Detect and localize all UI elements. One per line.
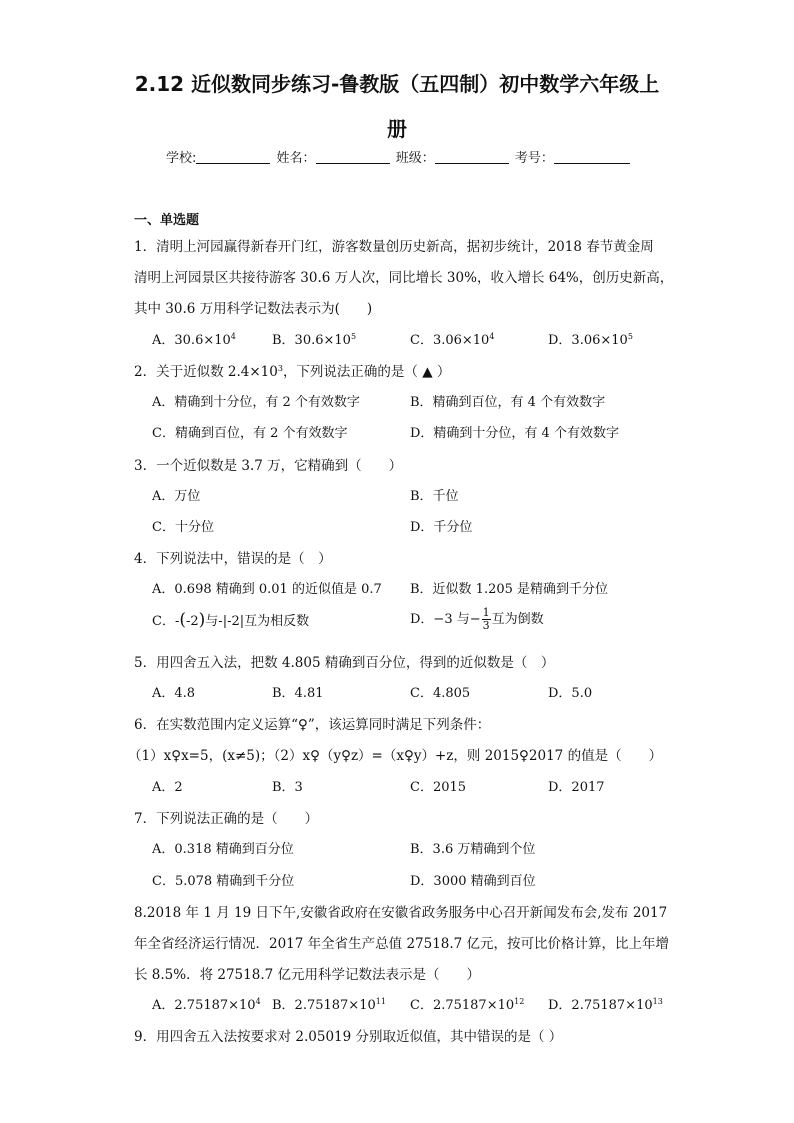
exam-number-label: 考号： bbox=[514, 151, 554, 166]
q3-option-a[interactable]: A．万位 bbox=[152, 489, 201, 504]
student-info-line bbox=[166, 147, 632, 166]
q3-option-b[interactable]: B．千位 bbox=[410, 489, 459, 504]
q1-stem-line3: 其中 30.6 万用科学记数法表示为( ) bbox=[134, 301, 373, 317]
q6-option-b[interactable]: B．3 bbox=[272, 780, 303, 795]
q1-option-d[interactable]: D．$3.06\times 10^5$ bbox=[548, 332, 633, 348]
q7-option-b[interactable]: B．3.6 万精确到个位 bbox=[410, 842, 536, 857]
q5-option-c[interactable]: C．4.805 bbox=[410, 686, 471, 701]
q6-option-c[interactable]: C．2015 bbox=[410, 780, 467, 795]
q4-option-d[interactable]: D．−3 与− $\frac{1}{3}$ 互为倒数 bbox=[410, 606, 544, 632]
q2-option-c[interactable]: C．精确到百位，有 2 个有效数字 bbox=[152, 426, 348, 441]
q1-option-c[interactable]: C．$3.06\times 10^4$ bbox=[410, 332, 495, 348]
q8-stem-line2: 年全省经济运行情况．2017 年全省生产总值 27518.7 亿元，按可比价格计算，比上年增 bbox=[134, 936, 670, 952]
q2-option-d[interactable]: D．精确到十分位，有 4 个有效数字 bbox=[410, 426, 619, 441]
q9-stem: 9．用四舍五入法按要求对 2.05019 分别取近似值，其中错误的是（ ） bbox=[134, 1029, 563, 1045]
q3-option-d[interactable]: D．千分位 bbox=[410, 520, 473, 535]
fraction: $\frac{1}{3}$ bbox=[482, 606, 490, 632]
q6-stem: 6．在实数范围内定义运算“♀”，该运算同时满足下列条件： bbox=[134, 717, 491, 733]
q6-option-d[interactable]: D．2017 bbox=[548, 780, 605, 795]
q1-stem-line2: 清明上河园景区共接待游客 30.6 万人次，同比增长 30%，收入增长 64%，创历史新高， bbox=[134, 270, 674, 286]
q8-stem-line1: 8.2018 年 1 月 19 日下午,安徽省政府在安徽省政务服务中心召开新闻发布会,发布 2017 bbox=[134, 905, 668, 921]
q7-option-c[interactable]: C．5.078 精确到千分位 bbox=[152, 874, 295, 889]
q4-stem: 4．下列说法中，错误的是（ ） bbox=[134, 551, 332, 567]
class-blank bbox=[435, 151, 509, 164]
q1-option-b[interactable]: B．$30.6\times 10^5$ bbox=[272, 332, 357, 348]
q1-stem-line1: 1．清明上河园赢得新春开门红，游客数量创历史新高，据初步统计，2018 春节黄金周 bbox=[134, 239, 654, 255]
name-blank bbox=[316, 151, 390, 164]
class-label: 班级： bbox=[395, 151, 435, 166]
q4-option-a[interactable]: A．0.698 精确到 0.01 的近似值是 0.7 bbox=[152, 582, 382, 597]
q4-option-c[interactable]: C．-(-2)与-|-2|互为相反数 bbox=[152, 610, 310, 630]
q3-option-c[interactable]: C．十分位 bbox=[152, 520, 214, 535]
q5-option-a[interactable]: A．4.8 bbox=[152, 686, 196, 701]
section-heading: 一、单选题 bbox=[134, 213, 200, 228]
name-label: 姓名： bbox=[276, 151, 316, 166]
q8-option-c[interactable]: C．$2.75187\times 10^{12}$ bbox=[410, 997, 525, 1013]
q6-conditions: （1）x♀x=5，(x≠5)；（2）x♀（y♀z）=（x♀y）+z，则 2015♀2017 的值是（ ） bbox=[128, 748, 663, 764]
q2-stem: 2．关于近似数 $2.4\times 10^3$，下列说法正确的是（ ▲ ） bbox=[134, 364, 451, 380]
q8-option-d[interactable]: D．$2.75187\times 10^{13}$ bbox=[548, 997, 663, 1013]
q5-option-d[interactable]: D．5.0 bbox=[548, 686, 593, 701]
q7-option-a[interactable]: A．0.318 精确到百分位 bbox=[152, 842, 294, 857]
school-label: 学校: bbox=[166, 151, 197, 166]
q2-option-a[interactable]: A．精确到十分位，有 2 个有效数字 bbox=[152, 395, 360, 410]
q8-stem-line3: 长 8.5%．将 27518.7 亿元用科学记数法表示是（ ） bbox=[134, 967, 480, 983]
q8-option-b[interactable]: B．$2.75187\times 10^{11}$ bbox=[272, 997, 386, 1013]
q4-option-b[interactable]: B．近似数 1.205 是精确到千分位 bbox=[410, 582, 609, 597]
q6-option-a[interactable]: A．2 bbox=[152, 780, 183, 795]
q5-stem: 5．用四舍五入法，把数 4.805 精确到百分位，得到的近似数是（ ） bbox=[134, 655, 555, 671]
page-title-continued: 册 bbox=[387, 117, 407, 141]
q3-stem: 3．一个近似数是 3.7 万，它精确到（ ） bbox=[134, 458, 403, 474]
school-blank bbox=[196, 151, 270, 164]
q1-option-a[interactable]: A．$30.6\times 10^4$ bbox=[152, 332, 236, 348]
q5-option-b[interactable]: B．4.81 bbox=[272, 686, 324, 701]
q8-option-a[interactable]: A．$2.75187\times 10^4$ bbox=[152, 997, 261, 1013]
q2-option-b[interactable]: B．精确到百位，有 4 个有效数字 bbox=[410, 395, 606, 410]
q7-option-d[interactable]: D．3000 精确到百位 bbox=[410, 874, 536, 889]
q7-stem: 7．下列说法正确的是（ ） bbox=[134, 811, 319, 827]
page-title: 2.12 近似数同步练习-鲁教版（五四制）初中数学六年级上 bbox=[134, 72, 660, 96]
exam-number-blank bbox=[554, 151, 630, 164]
